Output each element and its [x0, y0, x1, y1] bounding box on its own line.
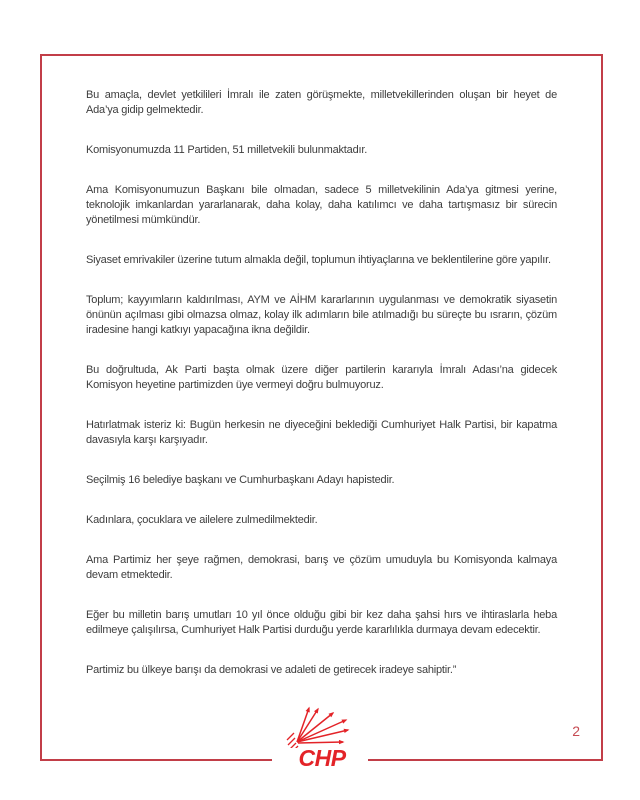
paragraph: Eğer bu milletin barış umutları 10 yıl önce olduğu gibi bir kez daha şahsi hırs ve ihtiraslarla heba edilmeye çalışılırsa, Cumhuriyet Halk Partisi durduğu yerde kararlılıkla durmaya devam edecektir.	[86, 609, 557, 636]
paragraph: Siyaset emrivakiler üzerine tutum almakla değil, toplumun ihtiyaçlarına ve beklentilerine göre yapılır.	[86, 254, 551, 266]
chp-logo	[282, 700, 362, 772]
chp-logo-text: CHP	[298, 745, 346, 771]
paragraph: Bu amaçla, devlet yetkilileri İmralı ile zaten görüşmekte, milletvekillerinden oluşan bir heyet de Ada’ya gidip gelmektedir.	[86, 89, 557, 116]
chp-six-arrows-icon	[284, 702, 352, 748]
document-text	[86, 88, 557, 703]
paragraph: Toplum; kayyımların kaldırılması, AYM ve AİHM kararlarının uygulanması ve demokratik siyasetin önünün açılması gibi olmazsa olmaz, kolay ilk adımların bile atılmadığı bu süreçte bu ısrarın, çözüm iradesine hangi katkıyı yapacağına ikna değildir.	[86, 294, 557, 336]
paragraph: Komisyonumuzda 11 Partiden, 51 milletvekili bulunmaktadır.	[86, 144, 368, 156]
paragraph: Bu doğrultuda, Ak Parti başta olmak üzere diğer partilerin kararıyla İmralı Adası’na gidecek Komisyon heyetine partimizden üye vermeyi doğru bulmuyoruz.	[86, 364, 557, 391]
paragraph: Partimiz bu ülkeye barışı da demokrasi ve adaleti de getirecek iradeye sahiptir.”	[86, 664, 457, 676]
paragraph: Kadınlara, çocuklara ve ailelere zulmedilmektedir.	[86, 514, 318, 526]
paragraph: Hatırlatmak isteriz ki: Bugün herkesin ne diyeceğini beklediği Cumhuriyet Halk Partisi, bir kapatma davasıyla karşı karşıyadır.	[86, 419, 557, 446]
paragraph: Ama Komisyonumuzun Başkanı bile olmadan, sadece 5 milletvekilinin Ada’ya gitmesi yerine, teknolojik imkanlardan yararlanarak, daha kolay, daha katılımcı ve daha tartışmasız bir sürecin yönetilmesi mümkündür.	[86, 184, 557, 226]
paragraph: Ama Partimiz her şeye rağmen, demokrasi, barış ve çözüm umuduyla bu Komisyonda kalmaya devam etmektedir.	[86, 554, 557, 581]
paragraph: Seçilmiş 16 belediye başkanı ve Cumhurbaşkanı Adayı hapistedir.	[86, 474, 395, 486]
page-number: 2	[572, 723, 580, 739]
